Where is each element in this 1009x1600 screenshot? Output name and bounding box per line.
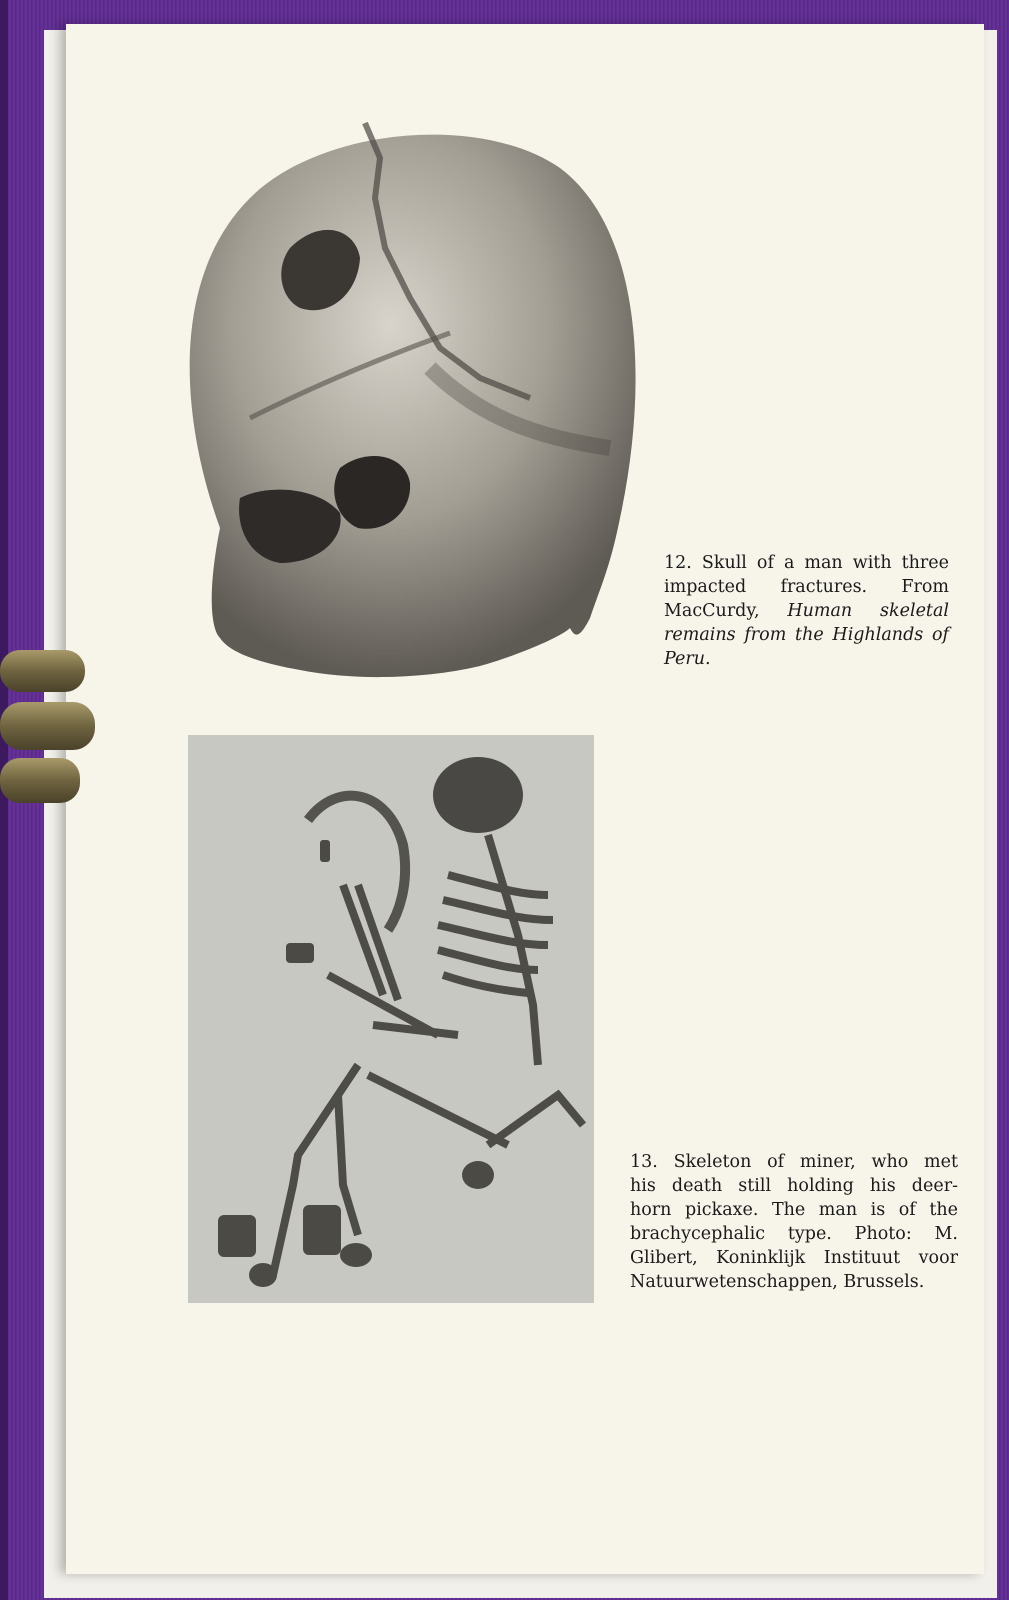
caption-12-title-part-3: Peru. [664,649,711,669]
caption-12-title-part-2: remains from the Highlands of [664,625,949,645]
caption-figure-13 [630,1150,958,1294]
caption-12-line-3 [664,599,949,623]
caption-13-line-3: horn pickaxe. The man is of the [630,1200,958,1220]
caption-12-line-5 [664,647,949,671]
caption-12-line-1: 12. Skull of a man with three [664,553,949,573]
caption-12-line-2: impacted fractures. From [664,577,949,597]
brass-page-clip [0,640,100,830]
caption-13-line-6: Natuurwetenschappen, Brussels. [630,1272,925,1292]
skeleton-photograph [188,735,594,1303]
caption-13-line-5: Glibert, Koninklijk Instituut voor [630,1248,958,1268]
caption-12-line-4 [664,623,949,647]
caption-12-title-part-1: Human skeletal [787,601,949,621]
caption-12-author: MacCurdy, [664,601,760,621]
caption-13-line-4: brachycephalic type. Photo: M. [630,1224,958,1244]
caption-13-line-1: 13. Skeleton of miner, who met [630,1152,958,1172]
caption-13-line-2: his death still holding his deer- [630,1176,958,1196]
caption-figure-12 [664,551,949,671]
skull-shape [190,135,636,677]
skull-photograph [180,118,650,683]
